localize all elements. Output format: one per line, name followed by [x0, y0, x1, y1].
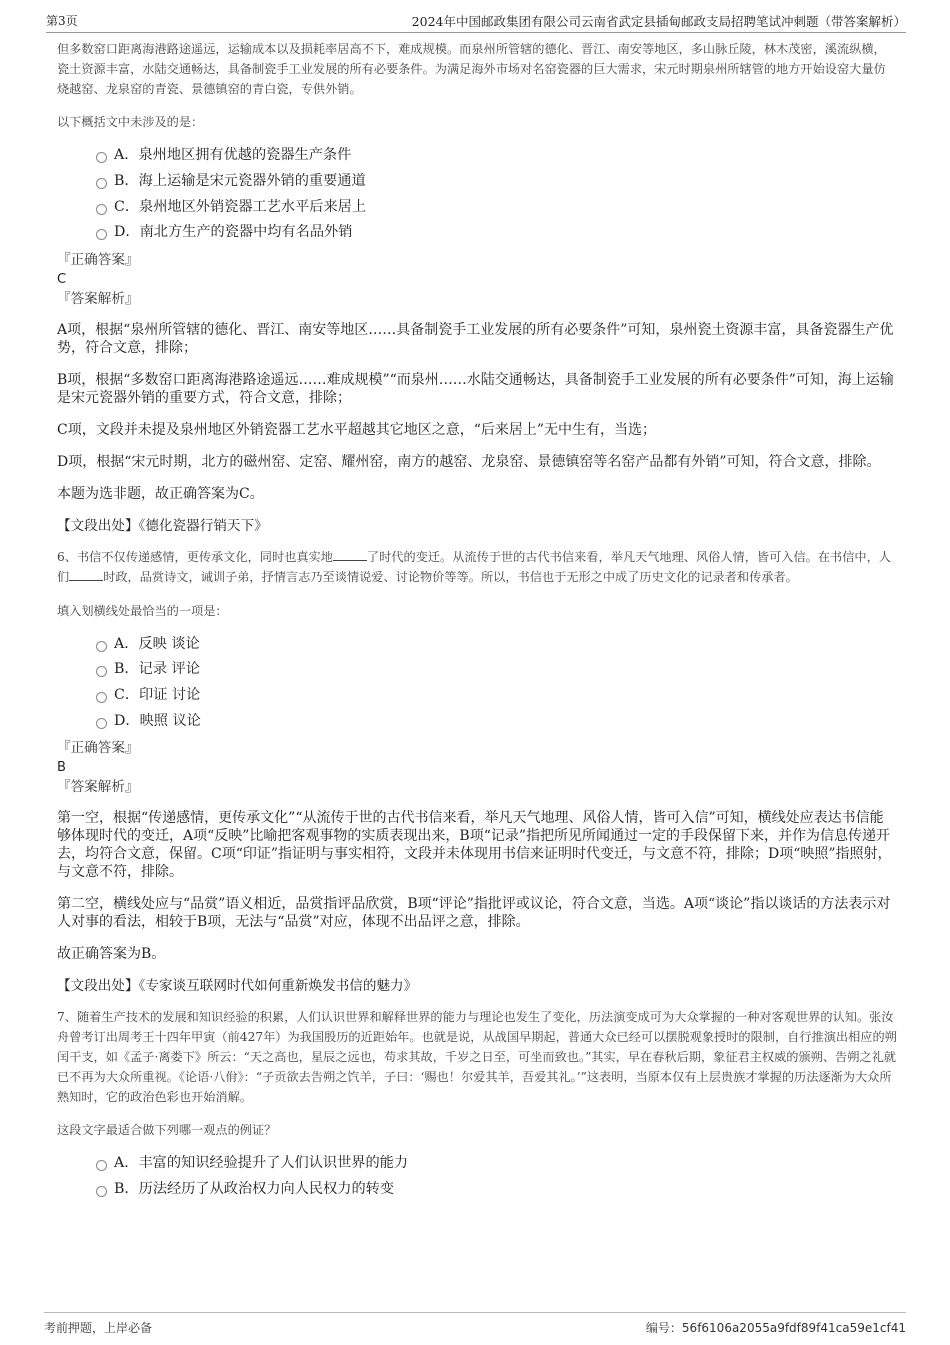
option-text: 海上运输是宋元瓷器外销的重要通道	[138, 173, 366, 190]
radio-button[interactable]	[96, 1186, 107, 1197]
q7-stem: 7、随着生产技术的发展和知识经验的积累，人们认识世界和解释世界的能力与理论也发生了变化，历法演变成可为大众掌握的一种对客观世界的认知。张汝舟曾考订出周考王十四年甲寅（前427年）为我国殷历的近距始年。也就是说，从战国早期起，普通大众已经可以摆脱观象授时的限制，自行推演出相应的朔闰干支，如《孟子·离娄下》所云：“天之高也，星辰之远也，苟求其故，千岁之日至，可坐而致也。”其实，早在春秋后期，象征君主权威的颁朔、告朔之礼就已不再为大众所重视。《论语·八佾》：“子贡欲去告朔之饩羊，子曰：‘赐也！尔爱其羊，吾爱其礼。’”这表明，当原本仅有上层贵族才掌握的历法逐渐为大众所熟知时，它的政治色彩也开始消解。	[57, 1010, 897, 1104]
q5-conclusion: 本题为选非题，故正确答案为C。	[57, 486, 264, 503]
q7-options	[57, 1151, 897, 1202]
radio-button[interactable]	[96, 152, 107, 163]
q5-analysis-label: 『答案解析』	[57, 291, 139, 308]
q5-analysis-b: B项，根据“多数窑口距离海港路途遥远……难成规模”“而泉州……水陆交通畅达，具备制瓷手工业发展的所有必要条件”可知，海上运输是宋元瓷器外销的重要方式，符合文意，排除；	[57, 372, 894, 407]
q6-option-d[interactable]: D．映照 议论	[57, 709, 897, 735]
option-text: 反映 谈论	[138, 635, 200, 652]
q6-analysis-label: 『答案解析』	[57, 779, 139, 796]
document-title: 2024年中国邮政集团有限公司云南省武定县插甸邮政支局招聘笔试冲刺题（带答案解析）	[411, 14, 906, 29]
option-text: 历法经历了从政治权力向人民权力的转变	[138, 1181, 395, 1198]
q7-question: 这段文字最适合做下列哪一观点的例证？	[57, 1123, 277, 1138]
option-text: 丰富的知识经验提升了人们认识世界的能力	[138, 1155, 409, 1172]
q5-option-b[interactable]: B．海上运输是宋元瓷器外销的重要通道	[57, 169, 897, 195]
page-header	[0, 0, 950, 32]
q7-option-b[interactable]: B．历法经历了从政治权力向人民权力的转变	[57, 1177, 897, 1203]
q6-answer: B	[57, 760, 66, 776]
radio-button[interactable]	[96, 666, 107, 677]
q6-source: 【文段出处】《专家谈互联网时代如何重新焕发书信的魅力》	[57, 978, 418, 995]
q6-question: 填入划横线处最恰当的一项是：	[57, 603, 228, 618]
q6-conclusion: 故正确答案为B。	[57, 946, 166, 963]
option-text: 南北方生产的瓷器中均有名品外销	[139, 224, 353, 241]
page-number: 第3页	[46, 14, 78, 28]
footer-slogan: 考前押题，上岸必备	[44, 1321, 153, 1335]
page-content	[57, 40, 897, 1203]
radio-button[interactable]	[96, 204, 107, 215]
q5-option-a[interactable]: A．泉州地区拥有优越的瓷器生产条件	[57, 143, 897, 169]
q6-option-b[interactable]: B．记录 评论	[57, 657, 897, 683]
option-text: 印证 讨论	[139, 687, 201, 704]
q5-options	[57, 143, 897, 246]
radio-button[interactable]	[96, 1160, 107, 1171]
blank-1	[333, 548, 367, 561]
q5-analysis-c: C项，文段并未提及泉州地区外销瓷器工艺水平超越其它地区之意，“后来居上”无中生有，当选；	[57, 422, 657, 439]
header-divider	[46, 32, 906, 33]
q6-analysis-blank-1: 第一空，根据“传递感情，更传承文化”“从流传于世的古代书信来看，举凡天气地理、风俗人情，皆可入信”可知，横线处应表达书信能够体现时代的变迁，A项“反映”比喻把客观事物的实质表现出来，B项“记录”指把所见所闻通过一定的手段保留下来，并作为信息传递开去，均符合文意，保留。C项“印证”指证明与事实相符，文段并未体现用书信来证明时代变迁，与文意不符，排除；D项“映照”指照射，与文意不符，排除。	[57, 810, 892, 881]
q5-analysis-d: D项，根据“宋元时期，北方的磁州窑、定窑、耀州窑，南方的越窑、龙泉窑、景德镇窑等名窑产品都有外销”可知，符合文意，排除。	[57, 454, 881, 471]
q5-source: 【文段出处】《德化瓷器行销天下》	[57, 518, 268, 535]
radio-button[interactable]	[96, 178, 107, 189]
radio-button[interactable]	[96, 718, 107, 729]
option-text: 泉州地区拥有优越的瓷器生产条件	[138, 147, 352, 164]
q6-options	[57, 632, 897, 735]
radio-button[interactable]	[96, 641, 107, 652]
option-text: 记录 评论	[138, 661, 200, 678]
q5-option-c[interactable]: C．泉州地区外销瓷器工艺水平后来居上	[57, 195, 897, 221]
q6-option-c[interactable]: C．印证 讨论	[57, 683, 897, 709]
q6-option-a[interactable]: A．反映 谈论	[57, 632, 897, 658]
q5-question: 以下概括文中未涉及的是：	[57, 115, 204, 130]
q6-stem: 6、书信不仅传递感情，更传承文化，同时也真实地 了时代的变迁。从流传于世的古代书信来看，举凡天气地理、风俗人情，皆可入信。在书信中，人们 时政，品赏诗文，诫训子弟，抒情言志乃至谈情说爱、讨论物价等等。所以，书信也于无形之中成了历史文化的记录者和传承者。	[57, 550, 891, 584]
q6-analysis-blank-2: 第二空，横线处应与“品赏”语义相近，品赏指评品欣赏，B项“评论”指批评或议论，符合文意，当选。A项“谈论”指以谈话的方法表示对人对事的看法，相较于B项，无法与“品赏”对应，体现不出品评之意，排除。	[57, 896, 891, 931]
q7-option-a[interactable]: A．丰富的知识经验提升了人们认识世界的能力	[57, 1151, 897, 1177]
document-code: 编号：56f6106a2055a9fdf89f41ca59e1cf41	[645, 1321, 906, 1335]
q5-option-d[interactable]: D．南北方生产的瓷器中均有名品外销	[57, 220, 897, 246]
q5-answer: C	[57, 272, 67, 288]
q5-analysis-a: A项，根据“泉州所管辖的德化、晋江、南安等地区……具备制瓷手工业发展的所有必要条件”可知，泉州瓷土资源丰富，具备瓷器生产优势，符合文意，排除；	[57, 322, 894, 357]
footer-divider	[44, 1312, 906, 1313]
option-text: 映照 议论	[139, 712, 201, 729]
option-text: 泉州地区外销瓷器工艺水平后来居上	[139, 198, 367, 215]
page-footer	[0, 1306, 950, 1345]
blank-2	[69, 568, 103, 581]
radio-button[interactable]	[96, 229, 107, 240]
q6-answer-label: 『正确答案』	[57, 740, 139, 757]
radio-button[interactable]	[96, 692, 107, 703]
q5-passage-tail: 但多数窑口距离海港路途遥远，运输成本以及损耗率居高不下，难成规模。而泉州所管辖的德化、晋江、南安等地区，多山脉丘陵，林木茂密，溪流纵横，瓷土资源丰富，水陆交通畅达，具备制瓷手工业发展的所有必要条件。为满足海外市场对名窑瓷器的巨大需求，宋元时期泉州所辖管的地方开始设窑大量仿烧越窑、龙泉窑的青瓷、景德镇窑的青白瓷，专供外销。	[57, 42, 886, 96]
q5-answer-label: 『正确答案』	[57, 252, 139, 269]
